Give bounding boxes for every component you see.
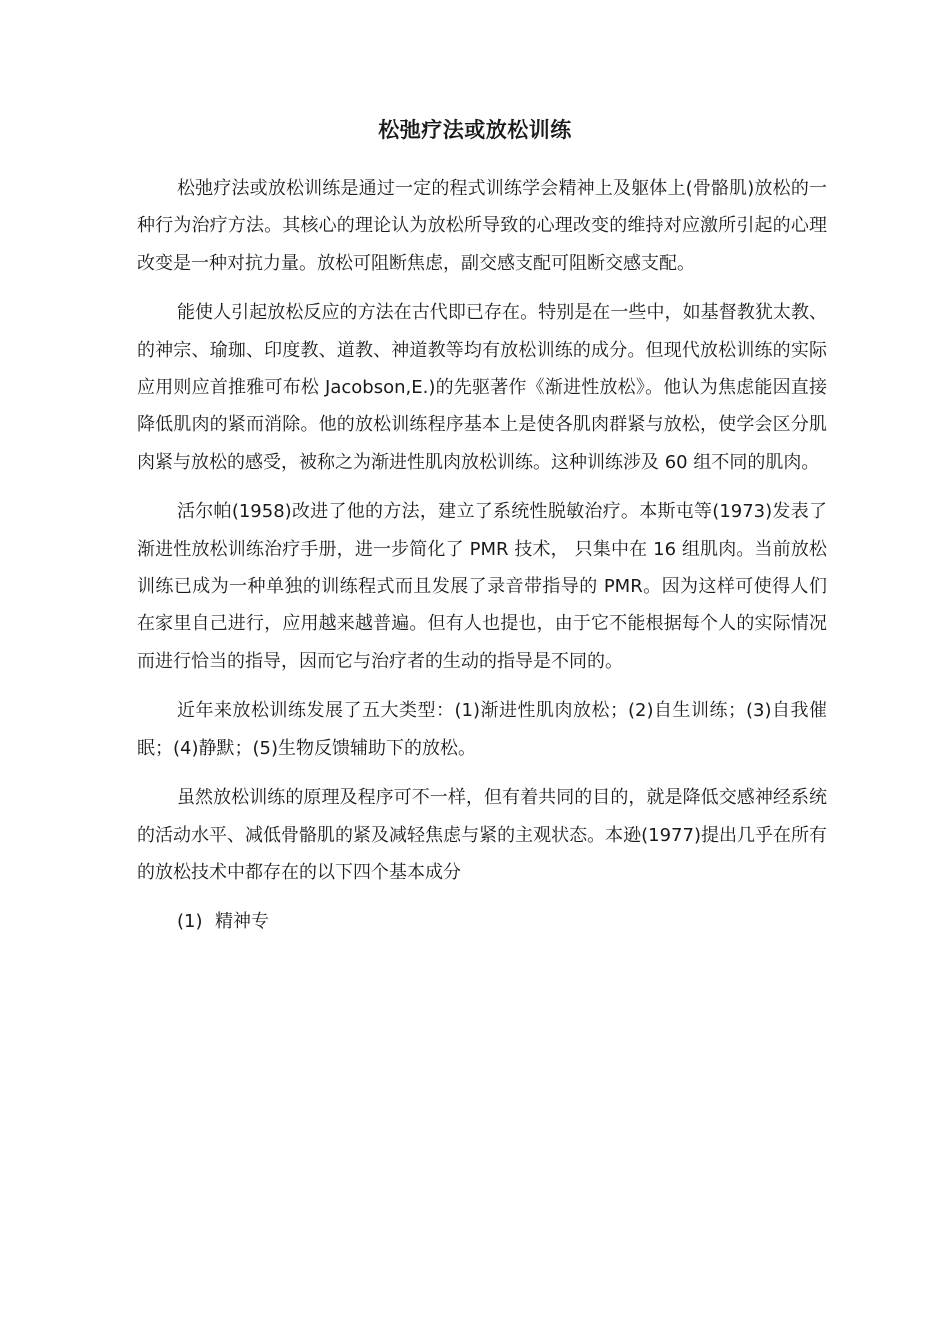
paragraph-types: 近年来放松训练发展了五大类型：(1)渐进性肌肉放松；(2)自生训练；(3)自我催眠；(4)静默；(5)生物反馈辅助下的放松。 — [137, 700, 827, 759]
paragraph-principles: 虽然放松训练的原理及程序可不一样，但有着共同的目的，就是降低交感神经系统的活动水平、减低骨骼肌的紧及减轻焦虑与紧的主观状态。本逊(1977)提出几乎在所有的放松技术中都存在的以下四个基本成分 — [137, 787, 827, 883]
list-item-number: (1) — [177, 911, 203, 933]
paragraph-definition: 松弛疗法或放松训练是通过一定的程式训练学会精神上及躯体上(骨骼肌)放松的一种行为治疗方法。其核心的理论认为放松所导致的心理改变的维持对应激所引起的心理改变是一种对抗力量。放松可阻断焦虑，副交感支配可阻断交感支配。 — [137, 178, 827, 274]
list-item-text: 精神专 — [215, 911, 269, 933]
paragraph-history: 能使人引起放松反应的方法在古代即已存在。特别是在一些中，如基督教犹太教、的神宗、瑜珈、印度教、道教、神道教等均有放松训练的成分。但现代放松训练的实际应用则应首推雅可布松 Jacobson,E.)的先驱著作《渐进性放松》。他认为焦虑能因直接降低肌肉的紧而消除。他的放松训练程序基本上是使各肌肉群紧与放松，使学会区分肌肉紧与放松的感受，被称之为渐进性肌肉放松训练。这种训练涉及 60 组不同的肌肉。 — [137, 302, 827, 473]
document-title: 松弛疗法或放松训练 — [378, 118, 572, 142]
paragraph-development: 活尔帕(1958)改进了他的方法，建立了系统性脱敏治疗。本斯屯等(1973)发表了渐进性放松训练治疗手册，进一步简化了 PMR 技术， 只集中在 16 组肌肉。当前放松训练已成为一种单独的训练程式而且发展了录音带指导的 PMR。因为这样可使得人们在家里自己进行，应用越来越普遍。但有人也提也，由于它不能根据每个人的实际情况而进行恰当的指导，因而它与治疗者的生动的指导是不同的。 — [137, 501, 827, 672]
list-item — [137, 903, 827, 940]
document-body — [137, 170, 827, 941]
